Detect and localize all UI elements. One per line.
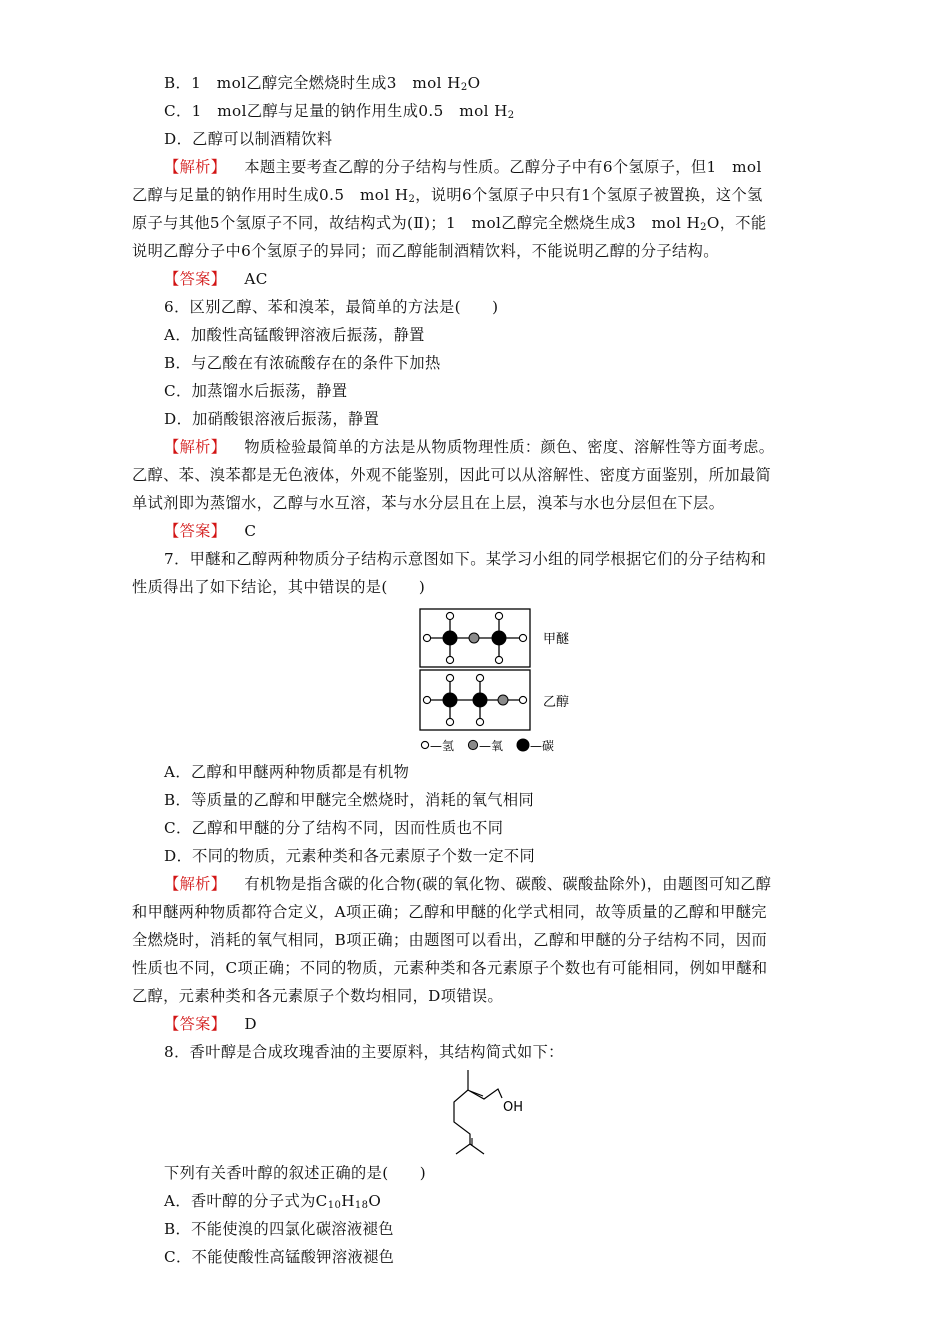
hydrogen-atom	[476, 718, 483, 725]
q5-analysis-line-4: 说明乙醇分子中6个氢原子的异同；而乙醇能制酒精饮料，不能说明乙醇的分子结构。	[132, 242, 719, 260]
answer-tag: 【答案】	[164, 522, 227, 540]
q5-answer: 【答案】 AC	[164, 270, 268, 288]
q5-option-c: C．1 mol乙醇与足量的钠作用生成0.5 mol $H_2$	[164, 102, 515, 121]
q6-analysis-line-3: 单试剂即为蒸馏水，乙醇与水互溶，苯与水分层且在上层，溴苯与水也分层但在下层。	[132, 494, 725, 512]
q5-analysis-line-1: 【解析】 本题主要考查乙醇的分子结构与性质。乙醇分子中有6个氢原子，但1 mol	[164, 158, 762, 176]
carbon-atom	[443, 693, 458, 708]
figure-legend	[421, 738, 554, 753]
hydrogen-atom	[519, 634, 526, 641]
q7-analysis-line-4: 性质也不同，C项正确；不同的物质，元素种类和各元素原子个数也有可能相同，例如甲醚和	[132, 959, 768, 977]
legend-hydrogen-icon	[421, 741, 428, 748]
q6-answer: 【答案】 C	[164, 522, 257, 540]
q7-option-c: C．乙醇和甲醚的分了结构不同，因而性质也不同	[164, 819, 504, 837]
q6-option-a: A．加酸性高锰酸钾溶液后振荡，静置	[164, 326, 425, 344]
oxygen-atom	[498, 695, 508, 705]
q6-option-b: B．与乙酸在有浓硫酸存在的条件下加热	[164, 354, 441, 372]
carbon-atom	[443, 631, 458, 646]
legend-oxygen-icon	[468, 740, 477, 749]
q5-analysis-line-2: 乙醇与足量的钠作用时生成0.5 mol $H_2$，说明6个氢原子中只有1个氢原子被置换，这个氢	[132, 186, 763, 205]
label-ethanol: 乙醇	[543, 695, 570, 710]
q7-option-a: A．乙醇和甲醚两种物质都是有机物	[164, 763, 410, 781]
q7-option-b: B．等质量的乙醇和甲醚完全燃烧时，消耗的氧气相同	[164, 791, 535, 809]
q5-option-b: B．1 mol乙醇完全燃烧时生成3 mol $H_2O$	[164, 74, 481, 93]
q8-stem: 8．香叶醇是合成玫瑰香油的主要原料，其结构简式如下：	[164, 1043, 564, 1061]
q7-analysis-line-5: 乙醇，元素种类和各元素原子个数均相同，D项错误。	[132, 987, 504, 1005]
q5-analysis-line-3: 原子与其他5个氢原子不同，故结构式为(Ⅱ)；1 mol乙醇完全燃烧生成3 mol $H_2O$，不能	[132, 214, 767, 233]
legend-carbon-label: —碳	[530, 739, 555, 753]
q8-option-b: B．不能使溴的四氯化碳溶液褪色	[164, 1220, 394, 1238]
hydrogen-atom	[495, 612, 502, 619]
q7-stem-line-2: 性质得出了如下结论，其中错误的是( )	[132, 578, 426, 596]
q7-stem-line-1: 7．甲醚和乙醇两种物质分子结构示意图如下。某学习小组的同学根据它们的分子结构和	[164, 550, 767, 568]
q6-stem: 6．区别乙醇、苯和溴苯，最简单的方法是( )	[164, 298, 499, 316]
analysis-tag: 【解析】	[164, 158, 227, 176]
geraniol-structure	[440, 1068, 540, 1158]
hydrogen-atom	[495, 656, 502, 663]
q6-analysis-line-2: 乙醇、苯、溴苯都是无色液体，外观不能鉴别，因此可以从溶解性、密度方面鉴别，所加最简	[132, 466, 772, 484]
q6-analysis-line-1: 【解析】 物质检验最简单的方法是从物质物理性质：颜色、密度、溶解性等方面考虑。	[164, 438, 775, 456]
analysis-tag: 【解析】	[164, 438, 227, 456]
analysis-tag: 【解析】	[164, 875, 227, 893]
legend-oxygen-label: —氧	[479, 739, 504, 753]
answer-tag: 【答案】	[164, 1015, 227, 1033]
oxygen-atom	[469, 633, 479, 643]
q7-analysis-line-1: 【解析】 有机物是指含碳的化合物(碳的氧化物、碳酸、碳酸盐除外)，由题图可知乙醇	[164, 875, 772, 893]
carbon-atom	[473, 693, 488, 708]
q7-analysis-line-2: 和甲醚两种物质都符合定义，A项正确；乙醇和甲醚的化学式相同，故等质量的乙醇和甲醚完	[132, 903, 767, 921]
geraniol-skeleton	[454, 1070, 502, 1154]
hydrogen-atom	[446, 656, 453, 663]
q7-option-d: D．不同的物质，元素种类和各元素原子个数一定不同	[164, 847, 536, 865]
carbon-atom	[492, 631, 507, 646]
q7-answer: 【答案】 D	[164, 1015, 257, 1033]
q6-option-d: D．加硝酸银溶液后振荡，静置	[164, 410, 380, 428]
q5-option-d: D．乙醇可以制酒精饮料	[164, 130, 333, 148]
hydrogen-atom	[519, 696, 526, 703]
hydroxyl-label: OH	[503, 1100, 524, 1115]
q8-option-c: C．不能使酸性高锰酸钾溶液褪色	[164, 1248, 395, 1266]
label-dimethyl-ether: 甲醚	[543, 632, 570, 647]
hydrogen-atom	[446, 612, 453, 619]
hydrogen-atom	[446, 718, 453, 725]
legend-carbon-icon	[517, 739, 530, 752]
q8-option-a: A．香叶醇的分子式为$C_{10}H_{18}O$	[164, 1192, 382, 1211]
hydrogen-atom	[423, 634, 430, 641]
q7-analysis-line-3: 全燃烧时，消耗的氧气相同，B项正确；由题图可以看出，乙醇和甲醚的分子结构不同，因而	[132, 931, 768, 949]
answer-tag: 【答案】	[164, 270, 227, 288]
hydrogen-atom	[476, 674, 483, 681]
legend-hydrogen-label: —氢	[430, 739, 455, 753]
hydrogen-atom	[446, 674, 453, 681]
hydrogen-atom	[423, 696, 430, 703]
q6-option-c: C．加蒸馏水后振荡，静置	[164, 382, 348, 400]
q8-question: 下列有关香叶醇的叙述正确的是( )	[164, 1164, 427, 1182]
molecule-structure-figure	[415, 606, 595, 756]
